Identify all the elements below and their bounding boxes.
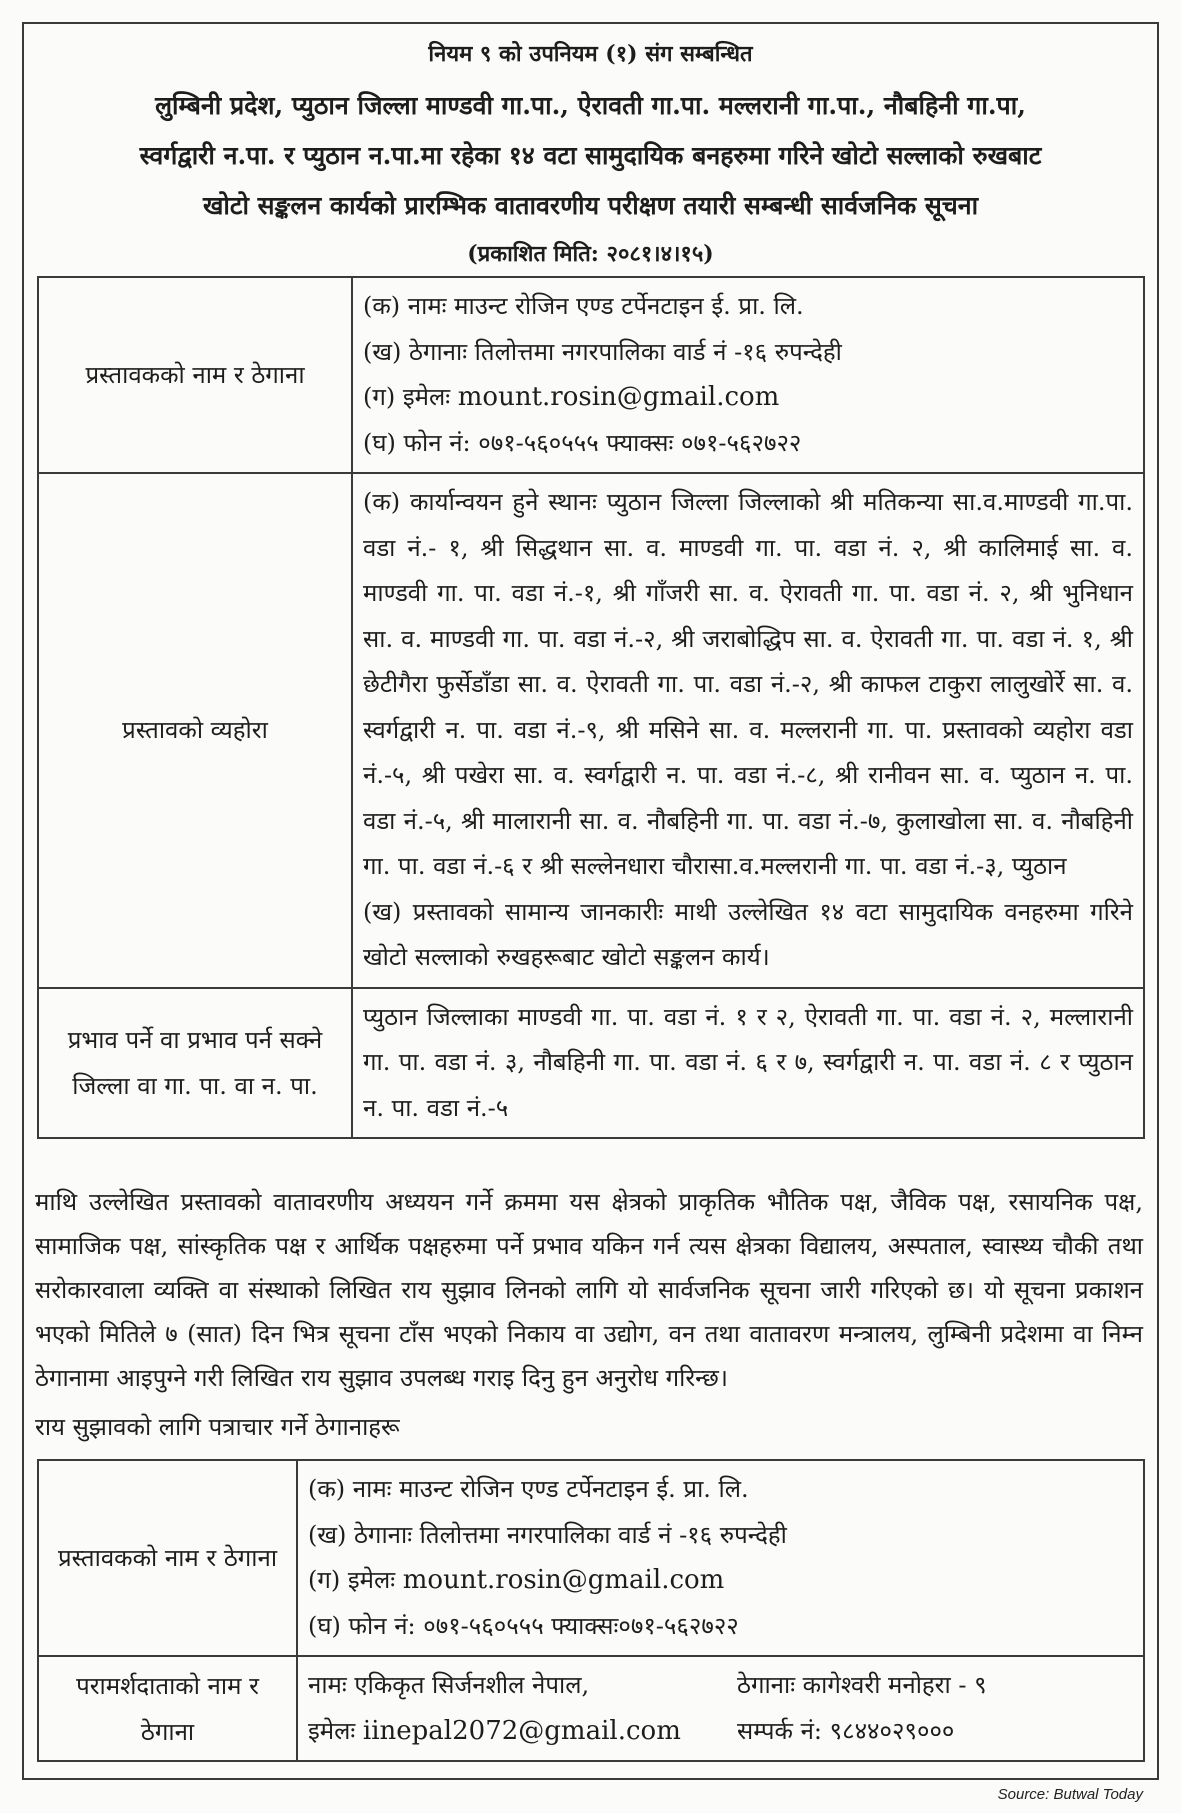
consultant-details (297, 1656, 1144, 1761)
description-label: प्रस्तावको व्यहोरा (38, 473, 352, 988)
correspondence-proposer-name: (क) नामः माउन्ट रोजिन एण्ड टर्पेनटाइन ई. प्रा. लि. (308, 1475, 749, 1503)
published-date: (प्रकाशित मिति: २०८१।४।१५) (467, 241, 714, 267)
correspondence-proposer-email-prefix: (ग) इमेलः (308, 1566, 403, 1594)
affected-area-details: प्युठान जिल्लाका माण्डवी गा. पा. वडा नं. १ र २, ऐरावती गा. पा. वडा नं. २, मल्लारानी गा. पा. वडा नं. ३, नौबहिनी गा. पा. वडा नं. ६ र ७, स्वर्गद्वारी न. पा. वडा नं. ८ र प्युठान न. पा. वडा नं.-५ (352, 988, 1144, 1139)
description-row (38, 473, 1144, 988)
proposer-phone: (घ) फोन नं: ०७१-५६०५५५ फ्याक्सः ०७१-५६२७२२ (363, 428, 802, 457)
consultant-line-2 (308, 1709, 1133, 1755)
proposer-email-line (363, 375, 1133, 421)
affected-area-label: प्रभाव पर्ने वा प्रभाव पर्न सक्ने जिल्ला वा गा. पा. वा न. पा. (38, 988, 352, 1139)
description-details (352, 473, 1144, 988)
notice-paragraph: माथि उल्लेखित प्रस्तावको वातावरणीय अध्ययन गर्ने क्रममा यस क्षेत्रको प्राकृतिक भौतिक पक्ष, जैविक पक्ष, रसायनिक पक्ष, सामाजिक पक्ष, सांस्कृतिक पक्ष र आर्थिक पक्षहरुमा पर्ने प्रभाव यकिन गर्न त्यस क्षेत्रका विद्यालय, अस्पताल, स्वास्थ्य चौकी तथा सरोकारवाला व्यक्ति वा संस्थाको लिखित राय सुझाव लिनको लागि यो सार्वजनिक सूचना जारी गरिएको छ। यो सूचना प्रकाशन भएको मितिले ७ (सात) दिन भित्र सूचना टाँस भएको निकाय वा उद्योग, वन तथा वातावरण मन्त्रालय, लुम्बिनी प्रदेशमा वा निम्न ठेगानामा आइपुग्ने गरी लिखित राय सुझाव उपलब्ध गराइ दिनु हुन अनुरोध गरिन्छ। (35, 1188, 1143, 1392)
notice-title-line-1: लुम्बिनी प्रदेश, प्युठान जिल्ला माण्डवी गा.पा., ऐरावती गा.पा. मल्लरानी गा.पा., नौबहिनी गा.पा, (155, 91, 1026, 120)
consultant-address: ठेगानाः कागेश्वरी मनोहरा - ९ (737, 1671, 987, 1699)
affected-area-row (38, 988, 1144, 1139)
source-credit: Source: Butwal Today (997, 1786, 1143, 1803)
proposer-address: (ख) ठेगानाः तिलोत्तमा नगरपालिका वार्ड नं -१६ रुपन्देही (363, 337, 842, 366)
proposal-details-table (37, 276, 1145, 1139)
correspondence-proposer-address: (ख) ठेगानाः तिलोत्तमा नगरपालिका वार्ड नं -१६ रुपन्देही (308, 1520, 787, 1549)
consultant-label: परामर्शदाताको नाम र ठेगाना (38, 1656, 297, 1761)
consultant-row (38, 1656, 1144, 1761)
proposer-name: (क) नामः माउन्ट रोजिन एण्ड टर्पेनटाइन ई. प्रा. लि. (363, 292, 804, 320)
correspondence-proposer-row (38, 1460, 1144, 1656)
consultant-line-1 (308, 1663, 1133, 1709)
consultant-email: iinepal2072@gmail.com (362, 1715, 681, 1746)
notice-title-line-3: खोटो सङ्कलन कार्यको प्रारम्भिक वातावरणीय परीक्षण तयारी सम्बन्धी सार्वजनिक सूचना (202, 191, 979, 220)
correspondence-proposer-email: mount.rosin@gmail.com (402, 1565, 725, 1595)
proposer-row (38, 277, 1144, 473)
implementation-location: (क) कार्यान्वयन हुने स्थानः प्युठान जिल्ला जिल्लाको श्री मतिकन्या सा.व.माण्डवी गा.पा. वडा नं.- १, श्री सिद्धथान सा. व. माण्डवी गा. पा. वडा नं. २, श्री कालिमाई सा. व. माण्डवी गा. पा. वडा नं.-१, श्री गाँजरी सा. व. ऐरावती गा. पा. वडा नं. २, श्री भुनिधान सा. व. माण्डवी गा. पा. वडा नं.-२, श्री जराबोद्धिप सा. व. ऐरावती गा. पा. वडा नं. १, श्री छेटीगैरा फुर्सेडाँडा सा. व. ऐरावती गा. पा. वडा नं.-२, श्री काफल टाकुरा लालुखोर्रे सा. व. स्वर्गद्वारी न. पा. वडा नं.-९, श्री मसिने सा. व. मल्लरानी गा. पा. प्रस्तावको व्यहोरा वडा नं.-५, श्री पखेरा सा. व. स्वर्गद्वारी न. पा. वडा नं.-८, श्री रानीवन सा. व. प्युठान न. पा. वडा नं.-५, श्री मालारानी सा. व. नौबहिनी गा. पा. वडा नं.-७, कुलाखोला सा. व. नौबहिनी गा. पा. वडा नं.-६ र श्री सल्लेनधारा चौरासा.व.मल्लरानी गा. पा. वडा नं.-३, प्युठान (363, 488, 1133, 880)
correspondence-table (37, 1459, 1145, 1762)
correspondence-proposer-email-line (308, 1558, 1133, 1604)
consultant-email-line (308, 1709, 704, 1755)
correspondence-proposer-phone: (घ) फोन नं: ०७१-५६०५५५ फ्याक्सः०७१-५६२७२२ (308, 1611, 739, 1640)
notice-title-line-2: स्वर्गद्वारी न.पा. र प्युठान न.पा.मा रहेका १४ वटा सामुदायिक बनहरुमा गरिने खोटो सल्लाको रुखबाट (139, 141, 1042, 170)
proposer-label: प्रस्तावकको नाम र ठेगाना (38, 277, 352, 473)
correspondence-heading: राय सुझावको लागि पत्राचार गर्ने ठेगानाहरू (35, 1413, 400, 1441)
general-information: (ख) प्रस्तावको सामान्य जानकारीः माथी उल्लेखित १४ वटा सामुदायिक वनहरुमा गरिने खोटो सल्लाको रुखहरूबाट खोटो सङ्कलन कार्य। (363, 897, 1133, 971)
correspondence-proposer-label: प्रस्तावकको नाम र ठेगाना (38, 1460, 297, 1656)
consultant-name: नामः एकिकृत सिर्जनशील नेपाल, (308, 1671, 590, 1699)
consultant-email-prefix: इमेलः (308, 1716, 363, 1745)
consultant-contact: सम्पर्क नं: ९८४४०२९००० (737, 1716, 955, 1745)
rule-reference: नियम ९ को उपनियम (१) संग सम्बन्धित (428, 41, 753, 67)
proposer-email: mount.rosin@gmail.com (457, 382, 780, 412)
proposer-details (352, 277, 1144, 473)
correspondence-proposer-details (297, 1460, 1144, 1656)
proposer-email-prefix: (ग) इमेलः (363, 383, 458, 411)
